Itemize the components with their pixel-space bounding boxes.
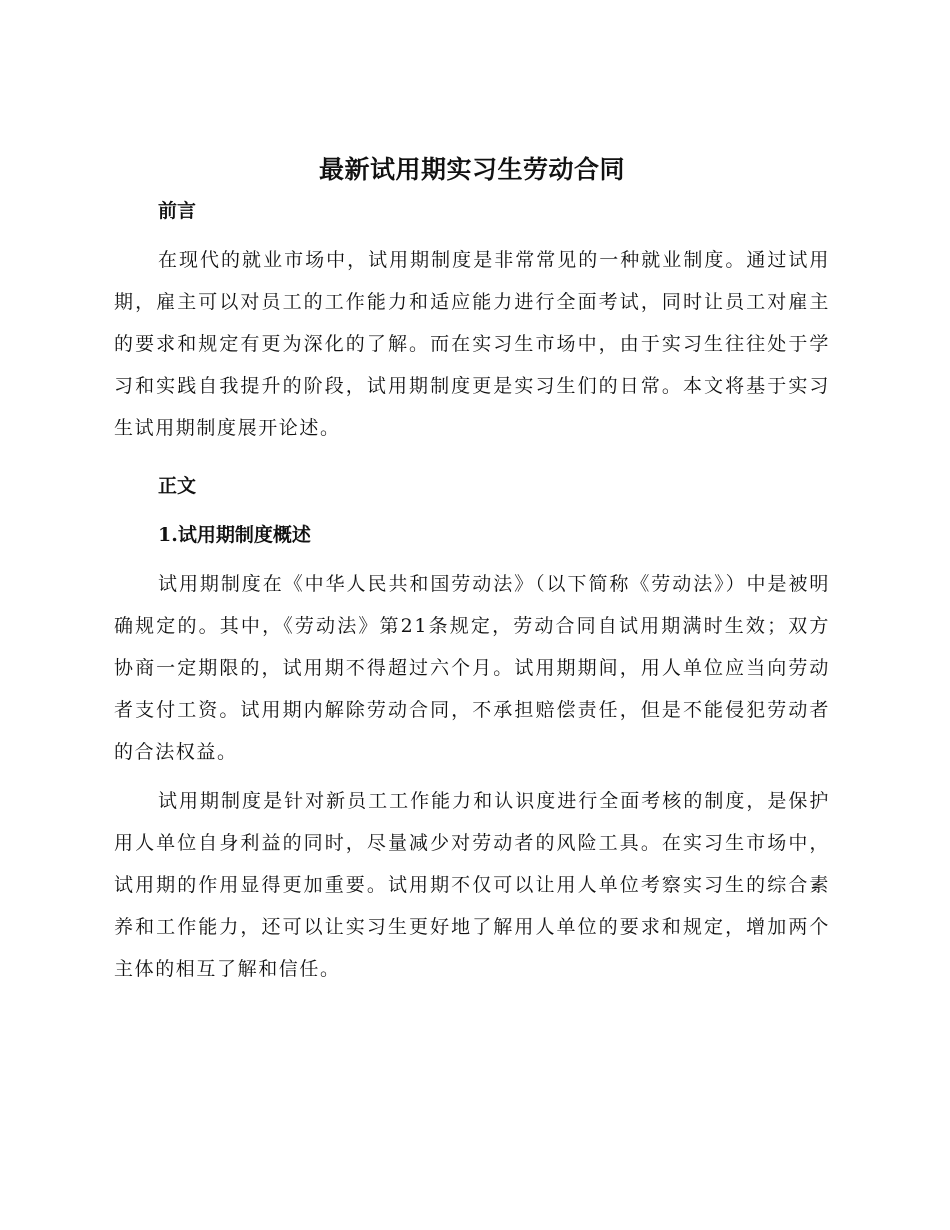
- preface-paragraph: 在现代的就业市场中，试用期制度是非常常见的一种就业制度。通过试用期，雇主可以对员工的工作能力和适应能力进行全面考试，同时让员工对雇主的要求和规定有更为深化的了解。而在实习生市场中，由于实习生往往处于学习和实践自我提升的阶段，试用期制度更是实习生们的日常。本文将基于实习生试用期制度展开论述。: [114, 249, 830, 439]
- document-content: [114, 150, 830, 990]
- body-heading: 正文: [158, 475, 197, 497]
- section-1-paragraph-2: 试用期制度是针对新员工工作能力和认识度进行全面考核的制度，是保护用人单位自身利益的同时，尽量减少对劳动者的风险工具。在实习生市场中，试用期的作用显得更加重要。试用期不仅可以让用人单位考察实习生的综合素养和工作能力，还可以让实习生更好地了解用人单位的要求和规定，增加两个主体的相互了解和信任。: [114, 790, 830, 980]
- section-1-paragraph-1: 试用期制度在《中华人民共和国劳动法》（以下简称《劳动法》）中是被明确规定的。其中，《劳动法》第21条规定，劳动合同自试用期满时生效；双方协商一定期限的，试用期不得超过六个月。试用期期间，用人单位应当向劳动者支付工资。试用期内解除劳动合同，不承担赔偿责任，但是不能侵犯劳动者的合法权益。: [114, 573, 830, 763]
- section-1-heading: 1.试用期制度概述: [158, 524, 311, 546]
- preface-heading: 前言: [158, 200, 197, 222]
- document-title: 最新试用期实习生劳动合同: [318, 155, 625, 184]
